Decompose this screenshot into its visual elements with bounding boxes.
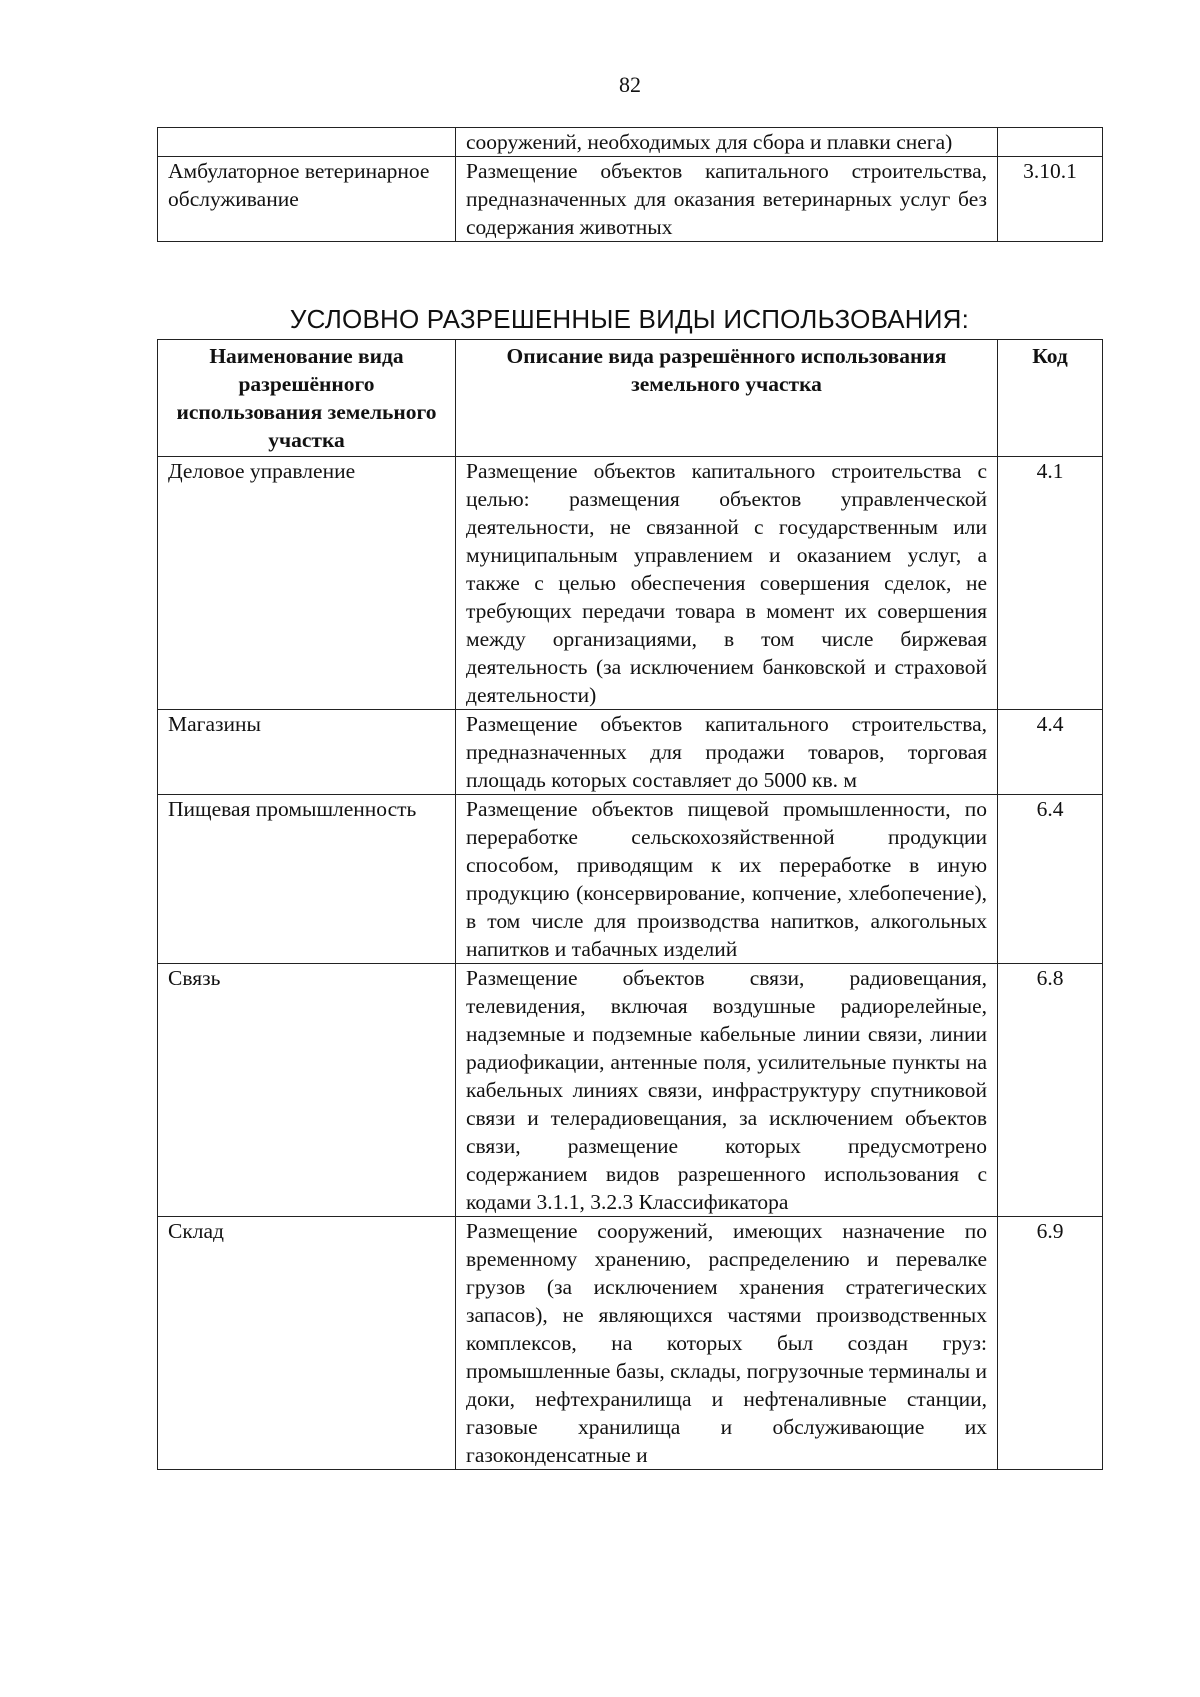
use-code-cell: 6.4: [998, 795, 1103, 964]
use-description-cell: Размещение объектов капитального строительства, предназначенных для продажи товаров, торговая площадь которых составляет до 5000 кв. м: [456, 710, 998, 795]
table-row: [158, 964, 1103, 1217]
use-description-cell: Размещение объектов капитального строительства с целью: размещения объектов управленческой деятельности, не связанной с государственным или муниципальным управлением и оказанием услуг, а также с целью обеспечения совершения сделок, не требующих передачи товара в момент их совершения между организациями, в том числе биржевая деятельность (за исключением банковской и страховой деятельности): [456, 457, 998, 710]
use-code-cell: 3.10.1: [998, 157, 1103, 242]
use-name-cell: Связь: [158, 964, 456, 1217]
conditional-uses-table: [157, 339, 1103, 1470]
header-use-name: Наименование вида разрешённого использования земельного участка: [158, 340, 456, 457]
table-row: [158, 157, 1103, 242]
use-code-cell: 6.9: [998, 1217, 1103, 1470]
use-description-cell: сооружений, необходимых для сбора и плавки снега): [456, 128, 998, 157]
table-row: [158, 795, 1103, 964]
use-name-cell: Магазины: [158, 710, 456, 795]
header-code: Код: [998, 340, 1103, 457]
use-code-cell: 4.1: [998, 457, 1103, 710]
table-row: [158, 1217, 1103, 1470]
section-heading: УСЛОВНО РАЗРЕШЕННЫЕ ВИДЫ ИСПОЛЬЗОВАНИЯ:: [289, 304, 970, 334]
use-description-cell: Размещение объектов капитального строительства, предназначенных для оказания ветеринарных услуг без содержания животных: [456, 157, 998, 242]
use-description-cell: Размещение объектов связи, радиовещания, телевидения, включая воздушные радиорелейные, надземные и подземные кабельные линии связи, линии радиофикации, антенные поля, усилительные пункты на кабельных линиях связи, инфраструктуру спутниковой связи и телерадиовещания, за исключением объектов связи, размещение которых предусмотрено содержанием видов разрешенного использования с кодами 3.1.1, 3.2.3 Классификатора: [456, 964, 998, 1217]
use-code-cell: 4.4: [998, 710, 1103, 795]
use-name-cell: Амбулаторное ветеринарное обслуживание: [158, 157, 456, 242]
continuation-table: [157, 127, 1103, 242]
header-use-description: Описание вида разрешённого использования земельного участка: [456, 340, 998, 457]
use-name-cell: [158, 128, 456, 157]
table-header-row: [158, 340, 1103, 457]
use-description-cell: Размещение сооружений, имеющих назначение по временному хранению, распределению и перевалке грузов (за исключением хранения стратегических запасов), не являющихся частями производственных комплексов, на которых был создан груз: промышленные базы, склады, погрузочные терминалы и доки, нефтехранилища и нефтеналивные станции, газовые хранилища и обслуживающие их газоконденсатные и: [456, 1217, 998, 1470]
use-name-cell: Склад: [158, 1217, 456, 1470]
use-description-cell: Размещение объектов пищевой промышленности, по переработке сельскохозяйственной продукции способом, приводящим к их переработке в иную продукцию (консервирование, копчение, хлебопечение), в том числе для производства напитков, алкогольных напитков и табачных изделий: [456, 795, 998, 964]
use-name-cell: Пищевая промышленность: [158, 795, 456, 964]
use-code-cell: 6.8: [998, 964, 1103, 1217]
table-row: [158, 457, 1103, 710]
use-name-cell: Деловое управление: [158, 457, 456, 710]
table-row: [158, 710, 1103, 795]
table-row: [158, 128, 1103, 157]
use-code-cell: [998, 128, 1103, 157]
page-number: 82: [619, 72, 641, 97]
